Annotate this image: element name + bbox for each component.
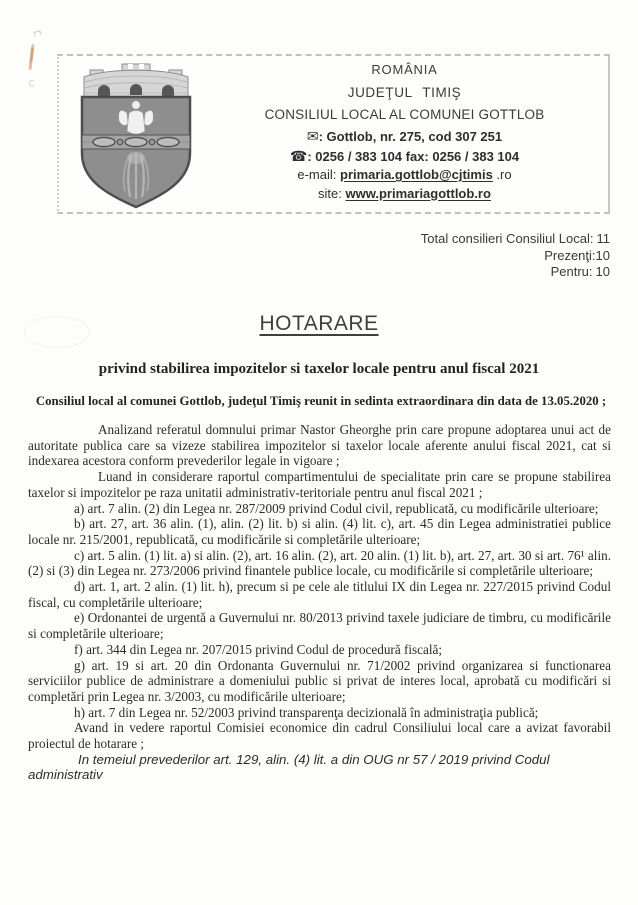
county-name: JUDEŢUL TIMIŞ	[347, 85, 462, 100]
for-value: 10	[595, 264, 610, 279]
email-line	[209, 167, 600, 183]
envelope-icon: ✉	[306, 128, 319, 144]
present-count	[421, 248, 610, 265]
phone-icon: ☎	[289, 147, 308, 164]
separator: :	[307, 148, 316, 164]
document-body	[28, 422, 611, 783]
session-preamble: Consiliul local al comunei Gottlob, judeţul Timiş reunit in sedinta extraordinara din data de 13.05.2020 ;	[35, 394, 607, 408]
legal-item-a: a) art. 7 alin. (2) din Legea nr. 287/2009 privind Codul civil, republicată, cu modificările ulterioare;	[74, 500, 599, 516]
site-line	[209, 186, 600, 202]
coat-of-arms	[72, 61, 200, 209]
scan-artifact-speck	[29, 80, 35, 87]
mural-crown-icon	[84, 64, 188, 97]
legal-item-b: b) art. 27, art. 36 alin. (1), alin. (2) lit. b) si alin. (4) lit. c), art. 45 din Legea administratiei publice locale nr. 215/2001, republicată, cu modificările si completările ulterioare;	[28, 516, 611, 547]
separator: :	[318, 129, 327, 144]
address-text: Gottlob, nr. 275, cod 307 251	[326, 129, 503, 144]
legal-item-d: d) art. 1, art. 2 alin. (1) lit. h), precum si pe cele ale titlului IX din Legea nr. 227/2015 privind Codul fiscal, cu completările ulterioare;	[28, 579, 611, 610]
legal-item-e: e) Ordonantei de urgentă a Guvernului nr. 80/2013 privind taxele judiciare de timbru, cu modificările si completările ulterioare;	[28, 610, 611, 642]
total-councillors	[421, 231, 610, 248]
phone-text: 0256 / 383 104 fax: 0256 / 383 104	[315, 148, 520, 164]
site-link[interactable]: www.primariagottlob.ro	[345, 185, 491, 201]
email-suffix: .ro	[492, 167, 512, 182]
paragraph-raport: Luand in considerare raportul compartimentului de specialitate prin care se propune stabilirea taxelor si impozitelor pe raza unitatii administrativ-teritoriale pentru anul fiscal 2021 ;	[28, 469, 611, 500]
present-label: Prezenţi:	[544, 247, 596, 263]
address-line	[209, 128, 600, 145]
scan-artifact-speck	[33, 30, 41, 37]
country-name: ROMÂNIA	[371, 62, 438, 77]
paragraph-referat: Analizand referatul domnului primar Nastor Gheorghe prin care propune adoptarea unui act de autoritate publica care sa vizeze stabilirea impozitelor si taxelor locale aferente anului fiscal 2021, cat si indexarea acestora conform prevederilor legale in vigoare ;	[28, 422, 611, 469]
attendance-counters	[421, 231, 610, 281]
email-label: e-mail:	[297, 167, 340, 182]
phone-line	[209, 148, 600, 165]
scan-artifact-mark	[28, 44, 34, 70]
legal-item-f: f) art. 344 din Legea nr. 207/2015 privind Codul de procedură fiscală;	[74, 641, 443, 657]
document-title: HOTARARE	[259, 312, 379, 335]
total-label: Total consilieri Consiliul Local:	[420, 231, 594, 246]
total-value: 11	[596, 231, 610, 246]
paragraph-temei-legal: In temeiul prevederilor art. 129, alin. (4) lit. a din OUG nr 57 / 2019 privind Codul administrativ	[28, 751, 550, 783]
legal-item-c: c) art. 5 alin. (1) lit. a) si alin. (2), art. 16 alin. (2), art. 20 alin. (1) lit. b), art. 27, art. 30 si art. 76¹ alin. (2) si (3) din Legea nr. 273/2006 privind finantele publice locale, cu modificările si completările ulterioare;	[28, 547, 611, 579]
email-link[interactable]: primaria.gottlob@cjtimis	[340, 167, 493, 182]
shield-icon	[82, 97, 190, 207]
paragraph-comisie: Avand in vedere raportul Comisiei economice din cadrul Consiliului local care a avizat favorabil proiectul de hotarare ;	[28, 720, 611, 752]
legal-item-g: g) art. 19 si art. 20 din Ordonanta Guvernului nr. 71/2002 privind organizarea si functionarea serviciilor publice de administrare a domeniului public si privat de interes local, aprobată cu modificări si completări prin Legea nr. 3/2003, cu modificările ulterioare;	[28, 657, 611, 704]
present-value: 10	[595, 247, 610, 263]
votes-for-count	[421, 264, 610, 281]
for-label: Pentru:	[550, 264, 593, 279]
letterhead-box	[57, 54, 610, 214]
document-subtitle: privind stabilirea impozitelor si taxelor locale pentru anul fiscal 2021	[98, 361, 540, 377]
council-name: CONSILIUL LOCAL AL COMUNEI GOTTLOB	[264, 107, 545, 122]
legal-item-h: h) art. 7 din Legea nr. 52/2003 privind transparenţa decizională în administraţia publică;	[74, 704, 539, 720]
site-label: site:	[318, 185, 346, 201]
